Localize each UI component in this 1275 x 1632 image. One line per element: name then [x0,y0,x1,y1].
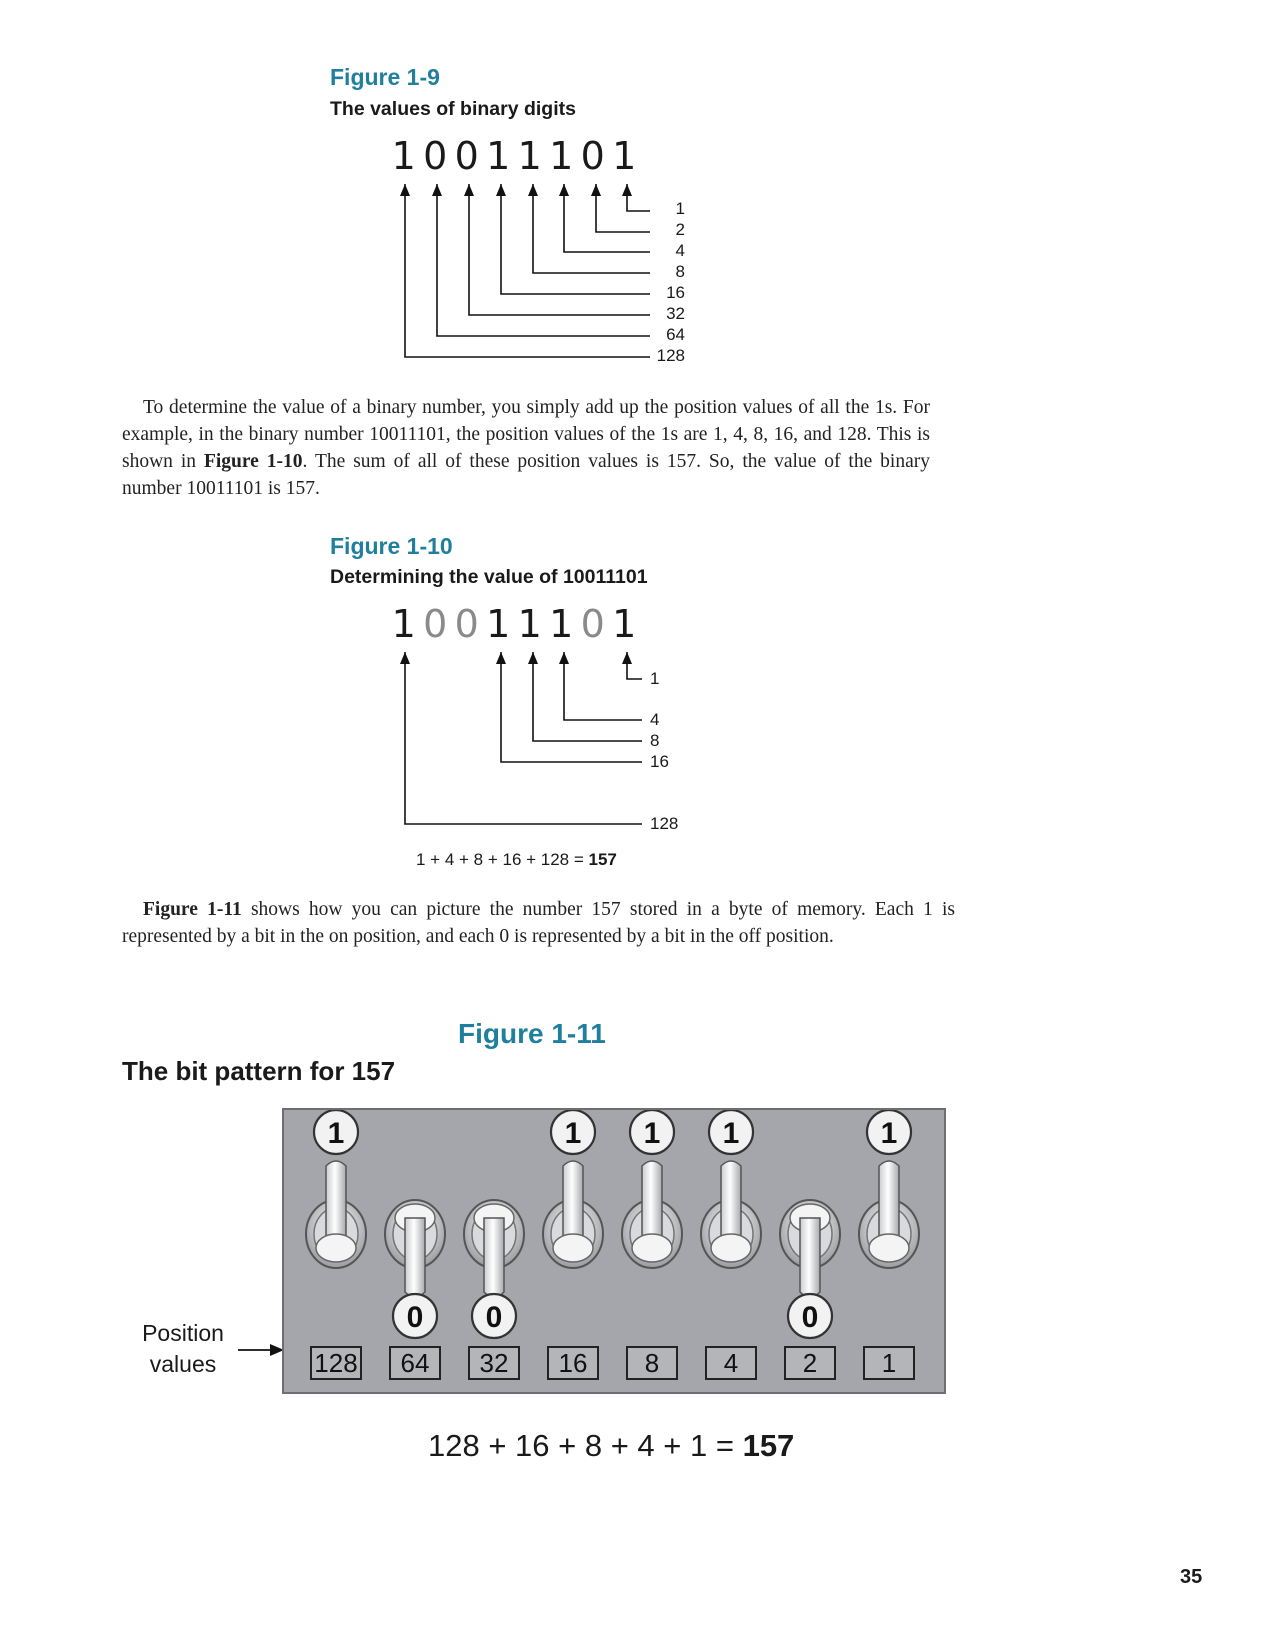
bit-digit-off: 0 [423,602,448,646]
position-value: 4 [675,241,685,260]
arrow-line-128 [405,652,642,824]
switch-off [385,1200,445,1338]
position-value: 16 [666,283,685,302]
arrow-line-8 [533,184,650,273]
figure-1-10-value-128: 128 [650,814,679,833]
figure-1-11-label: Figure 1-11 [458,1018,606,1049]
arrow-line-4 [564,652,642,720]
switch-on [543,1110,603,1268]
bit-value-label: 1 [564,1117,582,1150]
position-value-box: 32 [468,1346,520,1380]
position-value: 32 [666,304,685,323]
paragraph-2 [122,896,955,950]
arrow-line-8 [533,652,642,741]
equation-text: 128 + 16 + 8 + 4 + 1 = [428,1428,743,1463]
bit-digit-on: 1 [517,602,542,646]
position-value: 64 [666,325,685,344]
position-value-box: 8 [626,1346,678,1380]
bit-switches [284,1110,944,1350]
figure-1-9-label: Figure 1-9 [330,64,440,90]
equation-text: 1 + 4 + 8 + 16 + 128 = [416,850,589,869]
figure-1-10-value-4: 4 [650,710,660,729]
bit-digit: 1 [517,134,542,178]
bit-digit-on: 1 [391,602,416,646]
arrow-line-2 [596,184,650,232]
figure-1-10-value-16: 16 [650,752,669,771]
figure-1-9-arrows [0,0,1275,380]
bit-value-label: 0 [406,1301,424,1334]
bit-digit-on: 1 [612,602,637,646]
bit-digit: 1 [391,134,416,178]
paragraph-1 [122,394,930,502]
position-label-line: Position [142,1320,224,1346]
switch-on [622,1110,682,1268]
switch-off [464,1200,524,1338]
switch-on [701,1110,761,1268]
bit-digit: 0 [454,134,479,178]
figure-1-9-caption: The values of binary digits [330,98,576,120]
bit-value-label: 1 [643,1117,661,1150]
arrow-line-4 [564,184,650,252]
bit-digit-on: 1 [549,602,574,646]
equation-result: 157 [588,850,617,869]
position-value: 1 [675,199,685,218]
position-label-line: values [149,1351,217,1377]
bit-value-label: 1 [327,1117,345,1150]
equation-result: 157 [742,1428,795,1463]
figure-1-9-position-values [643,198,685,366]
page-number: 35 [1180,1566,1203,1588]
memory-byte-panel [282,1108,946,1394]
position-value: 8 [675,262,685,281]
paragraph-text: . The sum of all of these position values is 157. So, the value of the binary number 10011101 is 157. [122,451,930,499]
figure-1-10-label: Figure 1-10 [330,533,453,559]
bit-value-label: 0 [801,1301,819,1334]
figure-1-11-caption: The bit pattern for 157 [122,1056,396,1086]
switch-on [859,1110,919,1268]
paragraph-text: shows how you can picture the number 157 stored in a byte of memory. Each 1 is represented by a bit in the on position, and each 0 is represented by a bit in the off position. [122,899,955,947]
bit-digit: 1 [612,134,637,178]
switch-on [306,1110,366,1268]
figure-1-10-value-1: 1 [650,669,660,688]
position-value-box: 128 [310,1346,362,1380]
figure-1-10-value-8: 8 [650,731,660,750]
position-value: 2 [675,220,685,239]
bit-digit: 0 [580,134,605,178]
bit-digit-on: 1 [486,602,511,646]
bit-value-label: 1 [880,1117,898,1150]
position-values-label [130,1318,236,1380]
bit-digit-off: 0 [580,602,605,646]
switch-off [780,1200,840,1338]
bit-digit: 0 [423,134,448,178]
figure-1-11-equation [428,1428,794,1464]
position-value-box: 2 [784,1346,836,1380]
position-value-box: 4 [705,1346,757,1380]
bit-digit: 1 [486,134,511,178]
arrow-line-32 [469,184,650,315]
position-value-box: 64 [389,1346,441,1380]
figure-reference: Figure 1-11 [143,899,242,920]
figure-1-10-caption: Determining the value of 10011101 [330,566,648,588]
position-value: 128 [656,346,685,365]
figure-1-10-arrows [0,600,1275,840]
arrow-line-1 [627,652,642,679]
figure-reference: Figure 1-10 [203,451,303,472]
bit-value-label: 1 [722,1117,740,1150]
position-value-box: 1 [863,1346,915,1380]
bit-digit-off: 0 [454,602,479,646]
arrow-line-128 [405,184,650,357]
position-value-box: 16 [547,1346,599,1380]
arrow-line-16 [501,652,642,762]
figure-1-10-equation [416,850,617,870]
bit-digit: 1 [549,134,574,178]
position-values-arrow [236,1340,286,1360]
bit-value-label: 0 [485,1301,503,1334]
paragraph-text: To determine the value of a binary number, you simply add up the position values of all the 1s. For example, in the binary number 10011101, the position values of the 1s are 1, 4, 8, 16, and 128. This is shown in [122,397,930,472]
